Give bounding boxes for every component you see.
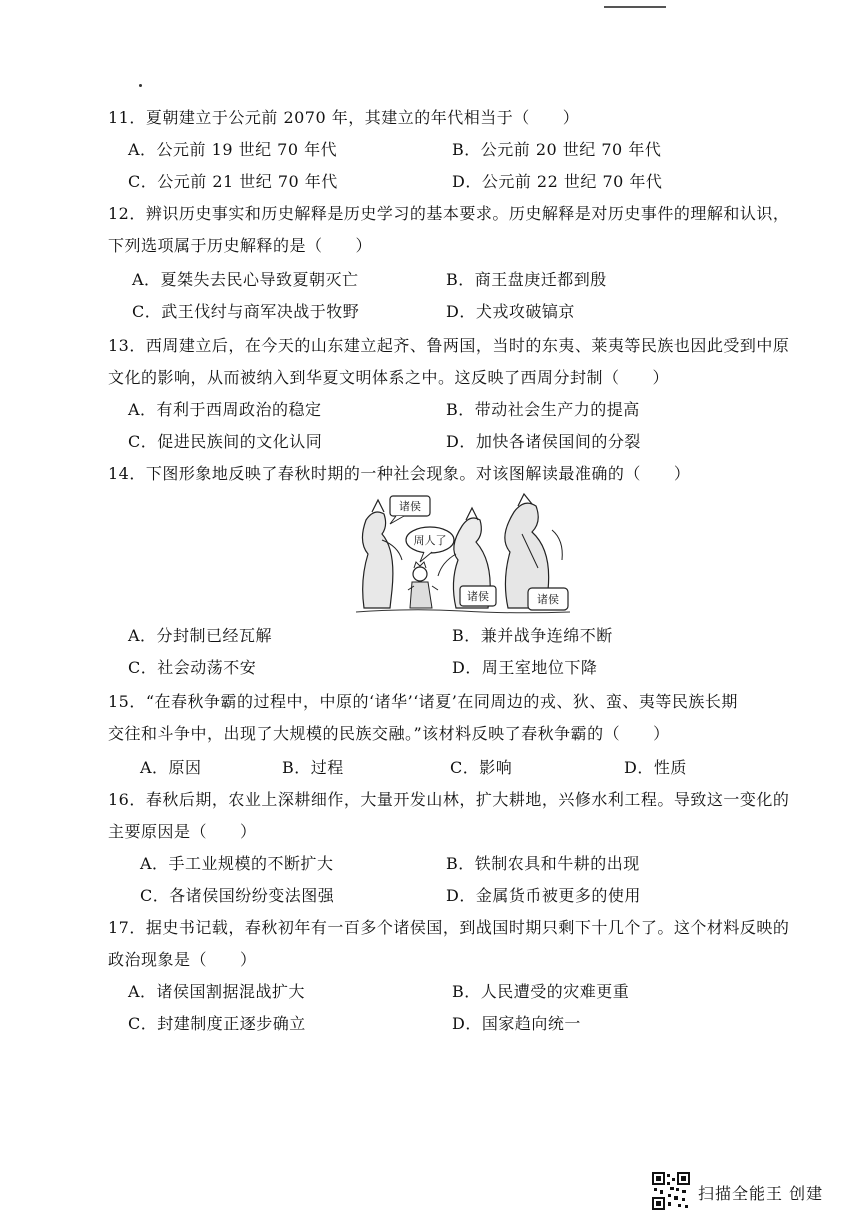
question-15-option-b[interactable]: B．过程 (282, 758, 344, 777)
cartoon-label-top: 诸侯 (399, 500, 421, 513)
question-17-option-b[interactable]: B．人民遭受的灾难更重 (452, 982, 630, 1001)
question-14-option-d[interactable]: D．周王室地位下降 (452, 658, 598, 677)
question-12-stem-line1: 12．辨识历史事实和历史解释是历史学习的基本要求。历史解释是对历史事件的理解和认识， (108, 204, 790, 223)
question-12-option-a[interactable]: A．夏桀失去民心导致夏朝灭亡 (132, 270, 359, 289)
question-15-option-c[interactable]: C．影响 (450, 758, 513, 777)
spring-autumn-cartoon (352, 490, 574, 618)
scan-mark (604, 6, 666, 8)
question-13-option-d[interactable]: D．加快各诸侯国间的分裂 (446, 432, 641, 451)
question-11-option-d[interactable]: D．公元前 22 世纪 70 年代 (452, 172, 663, 191)
question-13-option-b[interactable]: B．带动社会生产力的提高 (446, 400, 640, 419)
question-17-option-a[interactable]: A．诸侯国割据混战扩大 (128, 982, 306, 1001)
scanner-watermark (652, 1172, 852, 1212)
cartoon-label-right: 诸侯 (537, 593, 559, 606)
question-16-stem-line2: 主要原因是（ ） (108, 822, 257, 841)
question-15-stem-line1: 15．“在春秋争霸的过程中，中原的‘诸华’‘诸夏’在同周边的戎、狄、蛮、夷等民族长期 (108, 692, 738, 711)
cartoon-label-middle: 诸侯 (467, 590, 489, 603)
cartoon-illustration (352, 490, 574, 618)
question-14-option-b[interactable]: B．兼并战争连绵不断 (452, 626, 613, 645)
question-16-option-b[interactable]: B．铁制农具和牛耕的出现 (446, 854, 640, 873)
question-17-stem-line2: 政治现象是（ ） (108, 950, 257, 969)
question-11-option-a[interactable]: A．公元前 19 世纪 70 年代 (128, 140, 338, 159)
question-16-stem-line1: 16．春秋后期，农业上深耕细作，大量开发山林，扩大耕地，兴修水利工程。导致这一变化的 (108, 790, 790, 809)
question-11-option-c[interactable]: C．公元前 21 世纪 70 年代 (128, 172, 338, 191)
question-12-stem-line2: 下列选项属于历史解释的是（ ） (108, 236, 373, 255)
question-17-option-c[interactable]: C．封建制度正逐步确立 (128, 1014, 306, 1033)
question-16-option-c[interactable]: C．各诸侯国纷纷变法图强 (140, 886, 335, 905)
question-15-stem-line2: 交往和斗争中，出现了大规模的民族交融。”该材料反映了春秋争霸的（ ） (108, 724, 670, 743)
question-16-option-a[interactable]: A．手工业规模的不断扩大 (140, 854, 334, 873)
question-17-option-d[interactable]: D．国家趋向统一 (452, 1014, 581, 1033)
question-13-option-a[interactable]: A．有利于西周政治的稳定 (128, 400, 322, 419)
question-14-option-a[interactable]: A．分封制已经瓦解 (128, 626, 273, 645)
question-12-option-d[interactable]: D．犬戎攻破镐京 (446, 302, 575, 321)
question-14-option-c[interactable]: C．社会动荡不安 (128, 658, 257, 677)
question-13-stem-line2: 文化的影响，从而被纳入到华夏文明体系之中。这反映了西周分封制（ ） (108, 368, 670, 387)
question-12-option-c[interactable]: C．武王伐纣与商军决战于牧野 (132, 302, 360, 321)
question-16-option-d[interactable]: D．金属货币被更多的使用 (446, 886, 641, 905)
qr-code-icon (652, 1172, 690, 1210)
scan-dot (139, 84, 142, 87)
cartoon-bubble-speech: 周人了 (413, 534, 447, 547)
question-15-option-a[interactable]: A．原因 (140, 758, 202, 777)
question-14-stem: 14．下图形象地反映了春秋时期的一种社会现象。对该图解读最准确的（ ） (108, 464, 691, 483)
question-11-stem: 11．夏朝建立于公元前 2070 年，其建立的年代相当于（ ） (108, 108, 580, 127)
question-15-option-d[interactable]: D．性质 (624, 758, 687, 777)
scanner-watermark-text: 扫描全能王 创建 (698, 1184, 824, 1203)
question-11-option-b[interactable]: B．公元前 20 世纪 70 年代 (452, 140, 662, 159)
question-12-option-b[interactable]: B．商王盘庚迁都到殷 (446, 270, 607, 289)
question-13-stem-line1: 13．西周建立后，在今天的山东建立起齐、鲁两国，当时的东夷、莱夷等民族也因此受到中原 (108, 336, 790, 355)
question-13-option-c[interactable]: C．促进民族间的文化认同 (128, 432, 323, 451)
question-17-stem-line1: 17．据史书记载，春秋初年有一百多个诸侯国，到战国时期只剩下十几个了。这个材料反映的 (108, 918, 790, 937)
